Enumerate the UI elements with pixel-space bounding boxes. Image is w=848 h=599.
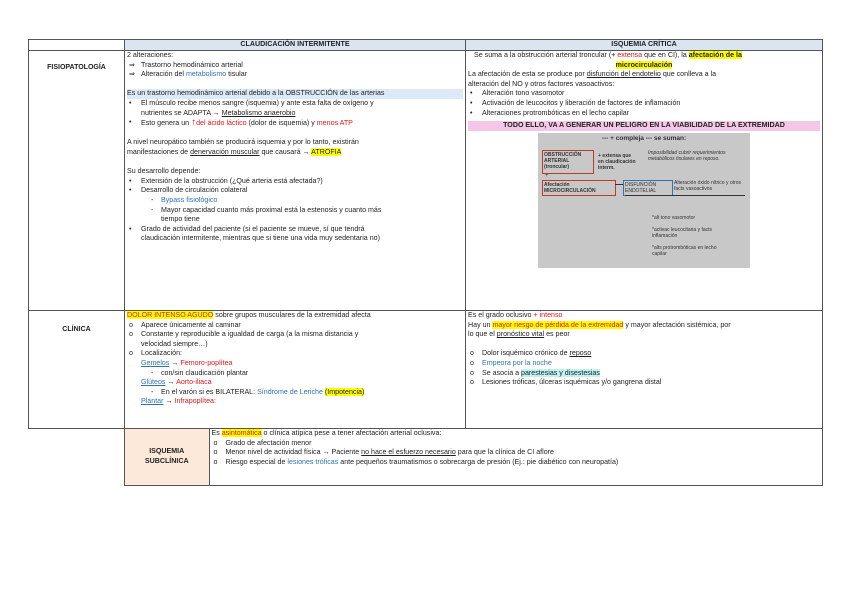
up-arrow-icon: ↑ xyxy=(191,117,197,129)
text-line: manifestaciones de denervación muscular que causará → ATROFIA xyxy=(127,147,342,156)
list-item: o Localización: xyxy=(129,349,183,358)
list-item: o Aparece únicamente al caminar xyxy=(129,320,241,329)
fisio-ic-cell xyxy=(466,51,823,311)
list-item: o Menor nivel de actividad física → Paciente no hace el esfuerzo necesario para que la clínica de CI aflore xyxy=(213,448,554,457)
subclinica-label: ISQUEMIA SUBCLÍNICA xyxy=(125,429,209,485)
bullet-icon: • xyxy=(129,98,132,107)
clin-ic-cell xyxy=(466,311,823,429)
corner-cell xyxy=(29,40,125,51)
header-claudicacion: CLAUDICACIÓN INTERMITENTE xyxy=(125,40,466,51)
list-item: o Constante y reproducible a igualdad de carga (a la misma distancia y xyxy=(129,330,359,339)
list-subitem: - Mayor capacidad cuanto más proximal está la estenosis y cuanto más xyxy=(151,205,382,214)
text-line: lo que el pronóstico vital es peor xyxy=(468,330,570,339)
diagram-note: *alt tono vasomotor xyxy=(652,214,696,221)
list-item: o Se asocia a parestesias y disestesias xyxy=(470,368,600,377)
list-subitem: Gemelos → Femoro-poplítea xyxy=(141,358,233,367)
diagram-note: + extensa que en claudicación interm. xyxy=(598,152,636,171)
list-subitem: - con/sin claudicación plantar xyxy=(151,368,249,377)
subclinica-cell xyxy=(125,429,823,486)
list-item: o Riesgo especial de lesiones tróficas ante pequeños traumatismos o sobrecarga de presión (Ej.: pie diabético con neuropatía) xyxy=(213,457,619,466)
text-line: microcirculación xyxy=(615,60,673,69)
list-subitem: - Bypass fisiológico xyxy=(151,195,218,204)
row-label-clinica: CLÍNICA xyxy=(29,311,125,429)
diagram-title: --- + compleja --- se suman: xyxy=(601,134,687,142)
row-label-fisiopatologia: FISIOPATOLOGÍA xyxy=(29,51,125,311)
list-item: o Lesiones tróficas, úlceras isquémicas y/o gangrena distal xyxy=(470,378,662,387)
text-line: A nivel neuropático también se producirá isquemia y por lo tanto, existirán xyxy=(127,138,359,147)
list-item: ⇒ Trastorno hemodinámico arterial xyxy=(129,60,243,69)
header-isquemia-critica: ISQUEMIA CRÍTICA xyxy=(466,40,823,51)
warning-banner: TODO ELLO, VA A GENERAR UN PELIGRO EN LA VIABILIDAD DE LA EXTREMIDAD xyxy=(468,121,820,131)
list-subitem: Plantar → Infrapoplítea: xyxy=(141,397,216,406)
document-page xyxy=(28,39,822,486)
clin-ci-cell xyxy=(125,311,466,429)
list-item: • Esto genera un ↑del ácido láctico (dolor de isquemia) y menos ATP xyxy=(129,117,353,129)
subclinica-content xyxy=(209,429,822,485)
subclinica-table xyxy=(125,429,822,485)
list-item-cont: nutrientes se ADAPTA → Metabolismo anaerobio xyxy=(141,108,296,117)
section-heading: Es un trastorno hemodinámico arterial debido a la OBSTRUCCIÓN de las arterias xyxy=(127,89,463,99)
bullet-icon: • xyxy=(129,118,132,127)
list-item: o Empeora por la noche xyxy=(470,358,552,367)
list-subitem: Glúteos → Aorto-iliaca xyxy=(141,378,212,387)
list-item: • Extensión de la obstrucción (¿Qué arteria está afectada?) xyxy=(129,176,323,185)
arrow-icon: ⇒ xyxy=(129,60,135,69)
list-item: • Activación de leucocitos y liberación de factores de inflamación xyxy=(470,98,681,107)
list-item: • El músculo recibe menos sangre (isquemia) y ante esta falta de oxígeno y xyxy=(129,98,374,107)
text-line: alteración del NO y otros factores vasoactivos: xyxy=(468,79,615,88)
text-line: La afectación de esta se produce por disfunción del endotelio que conlleva a la xyxy=(468,70,717,79)
text-line: Se suma a la obstrucción arterial troncular (+ extensa que en CI), la afectación de la xyxy=(474,51,742,59)
list-item-cont: claudicación intermitente, mientras que si tiene una vida muy sedentaria no) xyxy=(141,234,380,243)
list-item: o Dolor isquémico crónico de reposo xyxy=(470,349,592,358)
arrow-icon: ⇒ xyxy=(129,70,135,79)
text-line: DOLOR INTENSO AGUDO sobre grupos musculares de la extremidad afecta xyxy=(127,311,371,319)
list-item: • Alteraciones protrombóticas en el lecho capilar xyxy=(470,108,630,117)
empty-cell xyxy=(29,429,125,486)
list-item-cont: velocidad siempre…) xyxy=(141,339,208,348)
text-line: Hay un mayor riesgo de pérdida de la extremidad y mayor afectación sistémica, por xyxy=(468,320,731,329)
text-line: 2 alteraciones: xyxy=(127,51,174,59)
diagram-box-disfuncion: DISFUNCIÓN ENDOTELIAL xyxy=(623,180,673,196)
summary-table xyxy=(28,39,823,486)
diagram-note: Alteración óxido nítrico y otros facts vasoactivos xyxy=(674,179,741,192)
list-subitem: - En el varón si es BILATERAL: Síndrome de Leriche (Impotencia) xyxy=(151,387,365,396)
list-subitem-cont: tiempo tiene xyxy=(161,215,200,224)
diagram-box-microcirculacion: Afectación MICROCIRCULACIÓN xyxy=(542,180,616,196)
diagram-note: *alts protrombóticas en lecho capilar xyxy=(652,244,717,257)
diagram-plus: + xyxy=(545,172,549,179)
list-item: • Grado de actividad del paciente (si el paciente se mueve, sí que tendrá xyxy=(129,224,365,233)
text-line: Su desarrollo depende: xyxy=(127,167,201,176)
diagram-note: Imposibilidad cubrir requerimientos metabólicos tisulares en reposo. xyxy=(648,149,726,162)
text-line: Es el grado oclusivo + intenso xyxy=(468,311,563,319)
fisio-ci-cell xyxy=(125,51,466,311)
list-item: ⇒ Alteración del metabolismo tisular xyxy=(129,70,248,79)
diagram-note: *activac leucocitaria y facts inflamación xyxy=(652,226,713,239)
list-item: o Grado de afectación menor xyxy=(213,438,312,447)
list-item: • Desarrollo de circulación colateral xyxy=(129,186,248,195)
list-item: • Alteración tono vasomotor xyxy=(470,89,565,98)
text-line: Es asintomática o clínica atípica pese a tener afectación arterial oclusiva: xyxy=(211,429,442,437)
diagram-image xyxy=(538,133,750,268)
diagram-box-obstruccion: OBSTRUCCIÓN ARTERIAL (troncular) xyxy=(542,150,594,174)
